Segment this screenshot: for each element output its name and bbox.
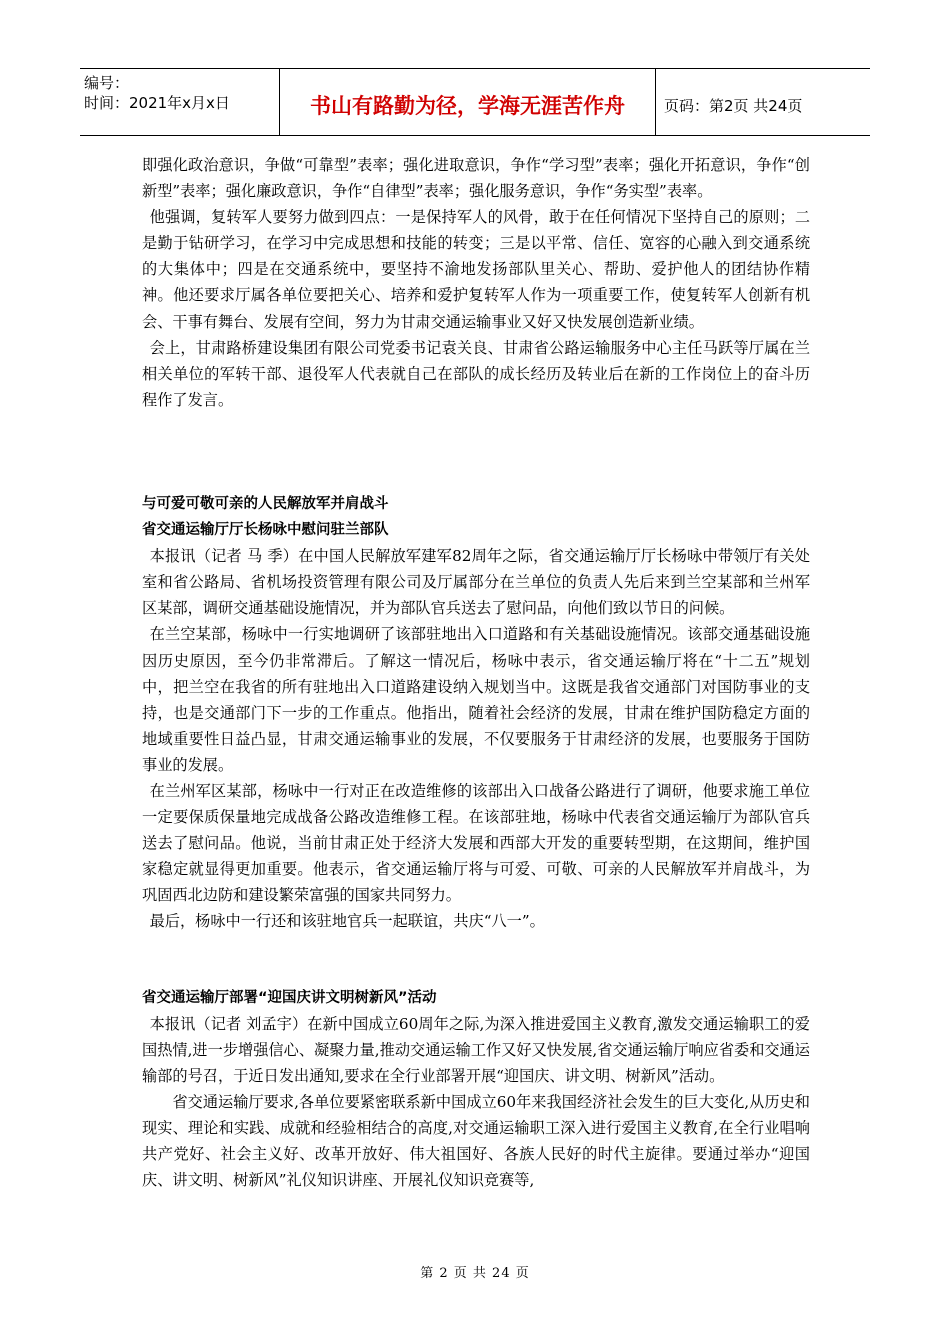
article-subtitle: 省交通运输厅厅长杨咏中慰问驻兰部队	[142, 522, 389, 539]
article-title: 省交通运输厅部署“迎国庆讲文明树新风”活动	[142, 989, 437, 1006]
page-footer: 第 2 页 共 24 页	[420, 1266, 530, 1281]
paragraph: 本报讯（记者 马 季）在中国人民解放军建军82周年之际，省交通运输厅厅长杨咏中带领厅有关处室和省公路局、省机场投资管理有限公司及厅属部分在兰单位的负责人先后来到兰空某部和兰州军区某部，调研交通基础设施情况，并为部队官兵送去了慰问品，向他们致以节日的问候。	[142, 547, 810, 618]
paragraph: 最后，杨咏中一行还和该驻地官兵一起联谊，共庆“八一”。	[149, 912, 545, 931]
page-header	[80, 68, 870, 136]
article-title: 与可爱可敬可亲的人民解放军并肩战斗	[142, 495, 389, 512]
header-page-label: 页码：第2页 共24页	[664, 96, 803, 115]
paragraph: 在兰州军区某部，杨咏中一行对正在改造维修的该部出入口战备公路进行了调研，他要求施工单位一定要保质保量地完成战备公路改造维修工程。在该部驻地，杨咏中代表省交通运输厅为部队官兵送去了慰问品。他说，当前甘肃正处于经济大发展和西部大开发的重要转型期，在这期间，维护国家稳定就显得更加重要。他表示，省交通运输厅将与可爱、可敬、可亲的人民解放军并肩战斗，为巩固西北边防和建设繁荣富强的国家共同努力。	[142, 781, 810, 905]
paragraph: 他强调，复转军人要努力做到四点：一是保持军人的风骨，敢于在任何情况下坚持自己的原则；二是勤于钻研学习，在学习中完成思想和技能的转变；三是以平常、信任、宽容的心融入到交通系统的大集体中；四是在交通系统中，要坚持不渝地发扬部队里关心、帮助、爱护他人的团结协作精神。他还要求厅属各单位要把关心、培养和爱护复转军人作为一项重要工作，使复转军人创新有机会、干事有舞台、发展有空间，努力为甘肃交通运输事业又好又快发展创造新业绩。	[142, 208, 810, 331]
paragraph: 省交通运输厅要求,各单位要紧密联系新中国成立60年来我国经济社会发生的巨大变化,从历史和现实、理论和实践、成就和经验相结合的高度,对交通运输职工深入进行爱国主义教育,在全行业唱响共产党好、社会主义好、改革开放好、伟大祖国好、各族人民好的时代主旋律。要通过举办“迎国庆、讲文明、树新风”礼仪知识讲座、开展礼仪知识竞赛等,	[142, 1092, 810, 1190]
doc-number-label: 编号：	[84, 74, 130, 92]
header-motto: 书山有路勤为径，学海无涯苦作舟	[280, 69, 656, 135]
paragraph: 在兰空某部，杨咏中一行实地调研了该部驻地出入口道路和有关基础设施情况。该部交通基础设施因历史原因，至今仍非常滞后。了解这一情况后，杨咏中表示，省交通运输厅将在“十二五”规划中，把兰空在我省的所有驻地出入口道路建设纳入规划当中。这既是我省交通部门对国防事业的支持，也是交通部门下一步的工作重点。他指出，随着社会经济的发展，甘肃在维护国防稳定方面的地域重要性日益凸显，甘肃交通运输事业的发展，不仅要服务于甘肃经济的发展，也要服务于国防事业的发展。	[142, 625, 810, 774]
paragraph: 会上，甘肃路桥建设集团有限公司党委书记袁关良、甘肃省公路运输服务中心主任马跃等厅属在兰相关单位的军转干部、退役军人代表就自己在部队的成长经历及转业后在新的工作岗位上的奋斗历程作了发言。	[142, 338, 810, 409]
paragraph: 即强化政治意识，争做“可靠型”表率；强化进取意识，争作“学习型”表率；强化开拓意识，争作“创新型”表率；强化廉政意识，争作“自律型”表率；强化服务意识，争作“务实型”表率。	[142, 156, 810, 201]
doc-date-label: 时间：2021年x月x日	[84, 94, 230, 112]
document-body	[142, 152, 810, 1193]
paragraph: 本报讯（记者 刘孟宇）在新中国成立60周年之际,为深入推进爱国主义教育,激发交通运输职工的爱国热情,进一步增强信心、凝聚力量,推动交通运输工作又好又快发展,省交通运输厅响应省委和交通运输部的号召，于近日发出通知,要求在全行业部署开展“迎国庆、讲文明、树新风”活动。	[142, 1014, 810, 1085]
header-meta	[80, 69, 280, 135]
